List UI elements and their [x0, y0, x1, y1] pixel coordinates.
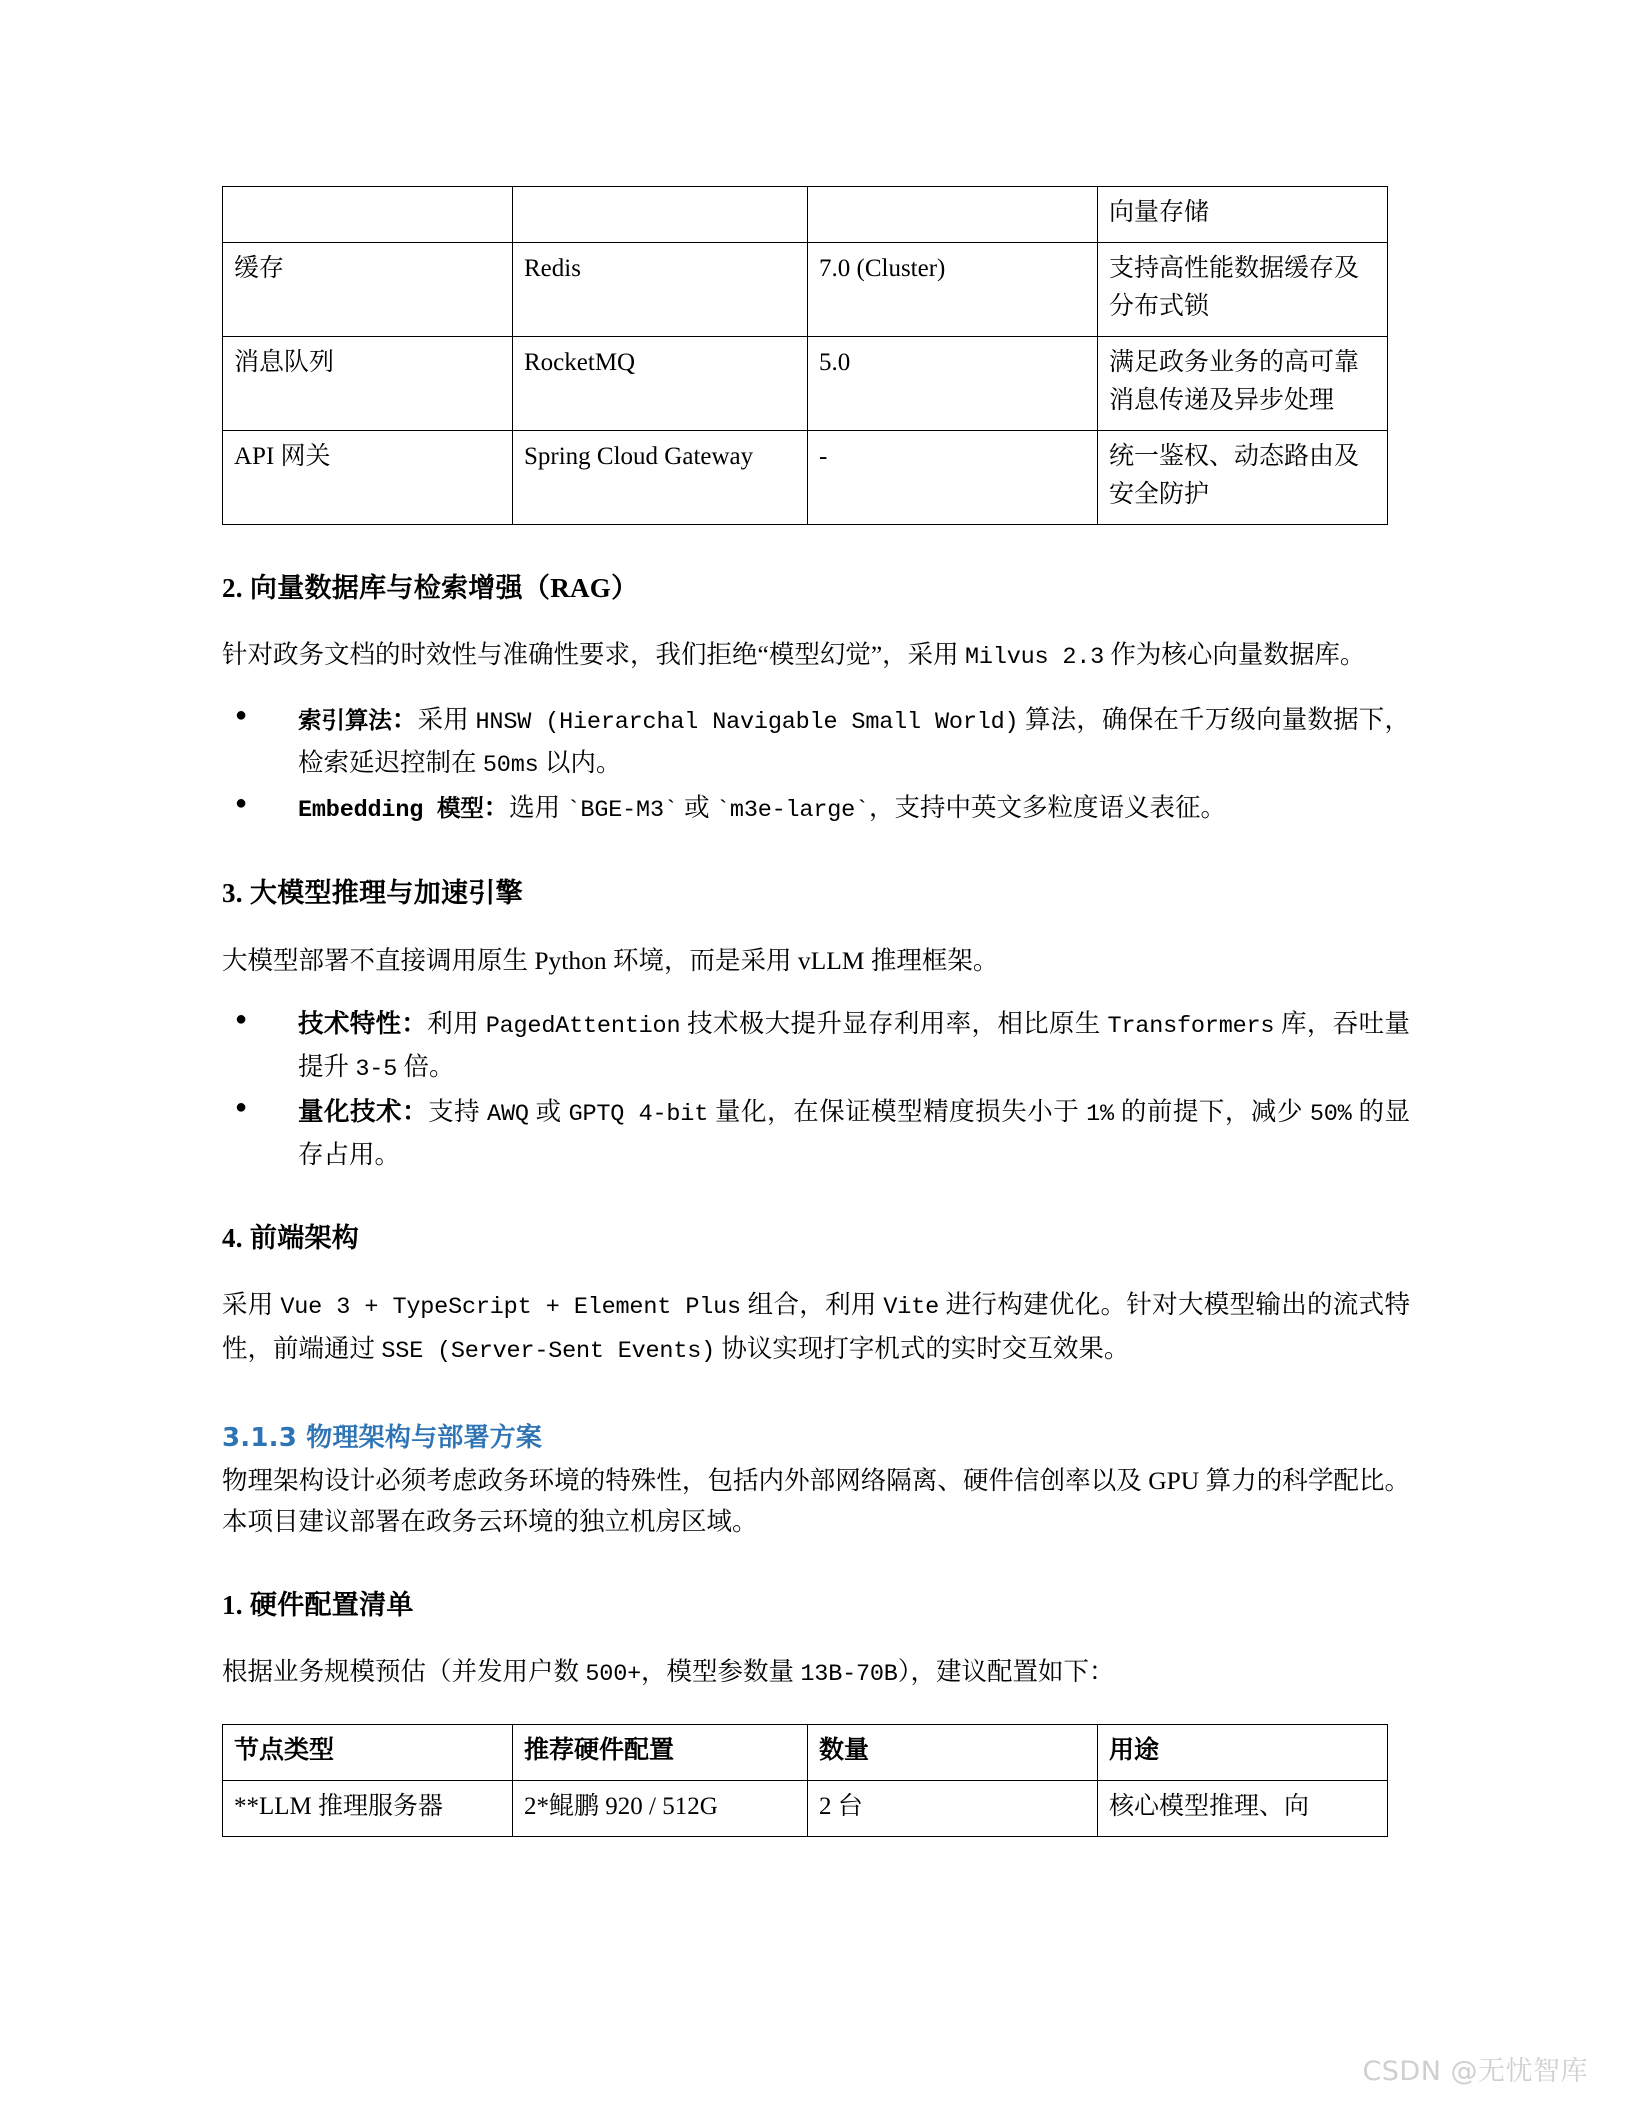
mono-run-throughput: 3-5 [355, 1055, 398, 1083]
paragraph-hardware-intro [222, 1651, 1410, 1694]
heading-section-3: 3. 大模型推理与加速引擎 [222, 878, 523, 909]
text-run: 或 [677, 793, 717, 823]
text-run: ，模型参数量 [641, 1657, 801, 1687]
header-quantity: 数量 [808, 1725, 1098, 1781]
list-item [222, 1003, 1410, 1089]
bullet-sep: ： [483, 793, 510, 823]
bullet-sep: ： [402, 1096, 429, 1126]
text-run: 采用 [417, 705, 476, 735]
table-row [223, 337, 1388, 431]
mono-run-memory: 50% [1309, 1100, 1352, 1128]
mono-run-hnsw: HNSW (Hierarchal Navigable Small World) [475, 709, 1019, 737]
cell-note: 满足政务业务的高可靠消息传递及异步处理 [1098, 337, 1388, 431]
mono-run-params: 13B-70B [800, 1661, 898, 1689]
text-run: 协议实现打字机式的实时交互效果。 [715, 1333, 1130, 1363]
cell-version: 7.0 (Cluster) [808, 243, 1098, 337]
text-run: 进行构建优化。针对大模型输出的流式特性，前端通过 [222, 1290, 1410, 1363]
csdn-watermark: CSDN @无忧智库 [1362, 2056, 1588, 2087]
header-purpose: 用途 [1098, 1725, 1388, 1781]
hardware-config-table [222, 1724, 1388, 1837]
paragraph-vllm-intro: 大模型部署不直接调用原生 Python 环境，而是采用 vLLM 推理框架。 [222, 945, 999, 975]
text-run: 选用 [509, 793, 567, 823]
bullet-label: Embedding 模型 [298, 797, 484, 825]
heading-section-313: 3.1.3 物理架构与部署方案 [222, 1422, 543, 1453]
bullet-list-rag [222, 699, 1410, 830]
text-run: 技术极大提升显存利用率，相比原生 [680, 1008, 1108, 1038]
text-run: 支持 [428, 1096, 488, 1126]
page-content [222, 186, 1410, 1837]
cell-version [808, 187, 1098, 243]
header-hardware-config: 推荐硬件配置 [513, 1725, 808, 1781]
text-run: 采用 [222, 1290, 281, 1320]
text-run: 库，吞吐量提升 [298, 1008, 1410, 1081]
cell-note: 统一鉴权、动态路由及安全防护 [1098, 431, 1388, 525]
bullet-label: 技术特性 [298, 1008, 402, 1038]
heading-section-2: 2. 向量数据库与检索增强（RAG） [222, 573, 639, 603]
cell-tech: Spring Cloud Gateway [513, 431, 808, 525]
paragraph-physical-arch: 物理架构设计必须考虑政务环境的特殊性，包括内外部网络隔离、硬件信创率以及 GPU 算力的科学配比。本项目建议部署在政务云环境的独立机房区域。 [222, 1465, 1410, 1536]
bullet-dot-icon: ● [235, 792, 248, 815]
cell-note: 向量存储 [1098, 187, 1388, 243]
text-run: 倍。 [397, 1051, 455, 1081]
list-item [222, 787, 1410, 830]
bullet-label: 量化技术 [298, 1096, 403, 1126]
heading-hardware-list: 1. 硬件配置清单 [222, 1590, 414, 1621]
paragraph-frontend [222, 1284, 1410, 1370]
table-row [223, 1781, 1388, 1837]
mono-run-m3e: `m3e-large` [716, 797, 869, 825]
cell-hardware-config: 2*鲲鹏 920 / 512G [513, 1781, 808, 1837]
mono-run-gptq: GPTQ 4-bit [568, 1100, 709, 1128]
bullet-list-vllm [222, 1003, 1410, 1175]
heading-section-4: 4. 前端架构 [222, 1223, 360, 1254]
bullet-sep: ： [391, 705, 418, 735]
cell-component: API 网关 [223, 431, 513, 525]
text-run: 以内。 [538, 748, 622, 778]
text-run: 或 [528, 1096, 569, 1126]
cell-note: 支持高性能数据缓存及分布式锁 [1098, 243, 1388, 337]
cell-version: 5.0 [808, 337, 1098, 431]
text-run: ），建议配置如下： [897, 1657, 1115, 1687]
mono-run-milvus: Milvus 2.3 [965, 644, 1105, 672]
cell-tech [513, 187, 808, 243]
cell-tech: Redis [513, 243, 808, 337]
bullet-sep: ： [401, 1008, 428, 1038]
mono-run-transformers: Transformers [1107, 1012, 1275, 1040]
bullet-label: 索引算法 [298, 709, 392, 737]
mono-run-users: 500+ [585, 1661, 641, 1689]
cell-tech: RocketMQ [513, 337, 808, 431]
text-run: 利用 [427, 1008, 486, 1038]
tech-stack-table [222, 186, 1388, 525]
cell-component: 消息队列 [223, 337, 513, 431]
cell-purpose: 核心模型推理、向 [1098, 1781, 1388, 1837]
cell-component: 缓存 [223, 243, 513, 337]
paragraph-rag-intro [222, 634, 1410, 677]
text-run: 作为核心向量数据库。 [1104, 640, 1366, 670]
mono-run-precision: 1% [1086, 1100, 1114, 1128]
cell-quantity: 2 台 [808, 1781, 1098, 1837]
text-run: 量化，在保证模型精度损失小于 [708, 1096, 1087, 1126]
table-row [223, 431, 1388, 525]
bullet-dot-icon: ● [235, 704, 248, 727]
mono-run-awq: AWQ [487, 1100, 529, 1128]
text-run: 的前提下，减少 [1113, 1096, 1310, 1126]
table-row [223, 187, 1388, 243]
text-run: 针对政务文档的时效性与准确性要求，我们拒绝“模型幻觉”，采用 [222, 640, 966, 670]
mono-run-vite: Vite [883, 1294, 939, 1322]
mono-run-pagedattention: PagedAttention [485, 1012, 681, 1040]
cell-version: - [808, 431, 1098, 525]
table-header-row [223, 1725, 1388, 1781]
text-run: 算法，确保在千万级向量数据下，检索延迟控制在 [298, 705, 1410, 778]
cell-component [223, 187, 513, 243]
mono-run-latency: 50ms [482, 752, 539, 780]
bullet-dot-icon: ● [235, 1095, 248, 1118]
mono-run-bge: `BGE-M3` [566, 797, 678, 825]
table-row [223, 243, 1388, 337]
mono-run-vue-stack: Vue 3 + TypeScript + Element Plus [280, 1294, 741, 1322]
list-item [222, 699, 1410, 785]
mono-run-sse: SSE (Server-Sent Events) [381, 1337, 716, 1365]
list-item [222, 1091, 1410, 1175]
text-run: 组合，利用 [740, 1290, 884, 1320]
cell-node-type: **LLM 推理服务器 [223, 1781, 513, 1837]
text-run: 的显存占用。 [298, 1096, 1410, 1170]
bullet-dot-icon: ● [235, 1007, 248, 1030]
text-run: 根据业务规模预估（并发用户数 [222, 1657, 586, 1687]
header-node-type: 节点类型 [223, 1725, 513, 1781]
text-run: ，支持中英文多粒度语义表征。 [868, 793, 1226, 823]
